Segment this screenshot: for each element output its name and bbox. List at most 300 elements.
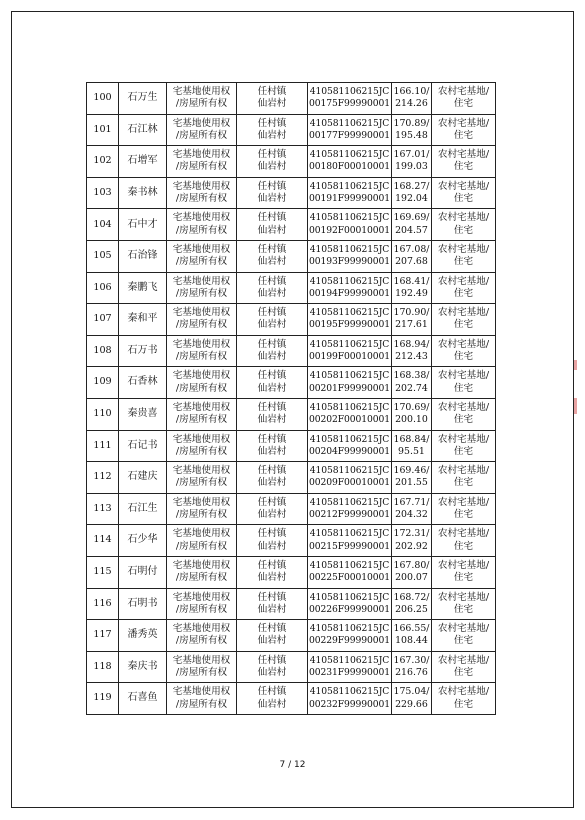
row-number-cell: 112 xyxy=(87,462,119,494)
unit-code-cell-line: 00215F99990001 xyxy=(309,540,390,552)
right-type-cell xyxy=(167,83,237,115)
area-cell-line: 192.49 xyxy=(395,287,428,299)
usage-cell-line: 住宅 xyxy=(453,287,474,299)
right-type-cell-line: 宅基地使用权 xyxy=(172,338,231,350)
usage-cell-line: 农村宅基地/ xyxy=(437,338,490,350)
right-type-cell-line: /房屋所有权 xyxy=(175,98,228,110)
right-type-cell xyxy=(167,462,237,494)
right-type-cell xyxy=(167,272,237,304)
location-cell-line: 仙岩村 xyxy=(257,540,287,552)
area-cell-line: 214.26 xyxy=(395,98,428,110)
unit-code-cell xyxy=(308,272,392,304)
owner-name-cell: 石明付 xyxy=(119,556,167,588)
area-cell-line: 167.71/ xyxy=(393,496,430,508)
unit-code-cell-line: 410581106215JC xyxy=(309,559,390,571)
location-cell xyxy=(237,493,308,525)
unit-code-cell-line: 410581106215JC xyxy=(309,117,390,129)
usage-cell xyxy=(431,83,495,115)
table-row xyxy=(87,620,496,652)
unit-code-cell-line: 00192F00010001 xyxy=(309,224,390,236)
area-cell xyxy=(391,462,431,494)
row-number-cell: 105 xyxy=(87,240,119,272)
location-cell-line: 任村镇 xyxy=(257,149,287,161)
right-type-cell xyxy=(167,651,237,683)
area-cell-line: 199.03 xyxy=(395,161,428,173)
row-number-cell: 109 xyxy=(87,367,119,399)
unit-code-cell xyxy=(308,462,392,494)
unit-code-cell-line: 00202F00010001 xyxy=(309,414,390,426)
usage-cell-line: 农村宅基地/ xyxy=(437,370,490,382)
location-cell-line: 仙岩村 xyxy=(257,603,287,615)
location-cell-line: 任村镇 xyxy=(257,559,287,571)
owner-name-cell: 秦书林 xyxy=(119,177,167,209)
location-cell-line: 仙岩村 xyxy=(257,698,287,710)
table-row xyxy=(87,367,496,399)
usage-cell-line: 农村宅基地/ xyxy=(437,559,490,571)
usage-cell-line: 住宅 xyxy=(453,635,474,647)
right-type-cell-line: /房屋所有权 xyxy=(175,698,228,710)
unit-code-cell xyxy=(308,620,392,652)
area-cell-line: 168.38/ xyxy=(393,370,430,382)
location-cell-line: 仙岩村 xyxy=(257,129,287,141)
row-number-cell: 108 xyxy=(87,335,119,367)
area-cell-line: 204.32 xyxy=(395,509,428,521)
location-cell-line: 仙岩村 xyxy=(257,287,287,299)
table-row xyxy=(87,525,496,557)
unit-code-cell-line: 00204F99990001 xyxy=(309,445,390,457)
right-type-cell xyxy=(167,620,237,652)
row-number-cell: 115 xyxy=(87,556,119,588)
usage-cell xyxy=(431,146,495,178)
unit-code-cell xyxy=(308,146,392,178)
owner-name-cell: 石喜鱼 xyxy=(119,683,167,715)
row-number-cell: 113 xyxy=(87,493,119,525)
usage-cell-line: 农村宅基地/ xyxy=(437,654,490,666)
location-cell-line: 任村镇 xyxy=(257,243,287,255)
location-cell-line: 任村镇 xyxy=(257,654,287,666)
owner-name-cell: 石万生 xyxy=(119,83,167,115)
unit-code-cell xyxy=(308,588,392,620)
right-type-cell-line: /房屋所有权 xyxy=(175,477,228,489)
location-cell-line: 仙岩村 xyxy=(257,351,287,363)
right-type-cell-line: 宅基地使用权 xyxy=(172,528,231,540)
usage-cell-line: 住宅 xyxy=(453,98,474,110)
row-number-cell: 110 xyxy=(87,398,119,430)
area-cell xyxy=(391,556,431,588)
location-cell xyxy=(237,304,308,336)
usage-cell-line: 住宅 xyxy=(453,509,474,521)
unit-code-cell-line: 00226F99990001 xyxy=(309,603,390,615)
unit-code-cell-line: 410581106215JC xyxy=(309,591,390,603)
area-cell xyxy=(391,651,431,683)
unit-code-cell-line: 410581106215JC xyxy=(309,243,390,255)
right-type-cell-line: 宅基地使用权 xyxy=(172,86,231,97)
area-cell-line: 168.72/ xyxy=(393,591,430,603)
right-type-cell xyxy=(167,430,237,462)
unit-code-cell-line: 410581106215JC xyxy=(309,623,390,635)
area-cell-line: 169.46/ xyxy=(393,465,430,477)
area-cell-line: 170.90/ xyxy=(393,307,430,319)
area-cell xyxy=(391,525,431,557)
right-type-cell xyxy=(167,209,237,241)
location-cell-line: 任村镇 xyxy=(257,212,287,224)
area-cell-line: 202.74 xyxy=(395,382,428,394)
owner-name-cell: 秦鹏飞 xyxy=(119,272,167,304)
location-cell xyxy=(237,335,308,367)
unit-code-cell xyxy=(308,651,392,683)
right-type-cell-line: 宅基地使用权 xyxy=(172,180,231,192)
location-cell xyxy=(237,556,308,588)
right-type-cell xyxy=(167,114,237,146)
unit-code-cell-line: 00199F00010001 xyxy=(309,351,390,363)
right-type-cell-line: 宅基地使用权 xyxy=(172,686,231,698)
unit-code-cell-line: 410581106215JC xyxy=(309,338,390,350)
usage-cell xyxy=(431,335,495,367)
right-type-cell xyxy=(167,177,237,209)
table-row xyxy=(87,146,496,178)
table-row xyxy=(87,114,496,146)
owner-name-cell: 秦和平 xyxy=(119,304,167,336)
location-cell xyxy=(237,462,308,494)
area-cell-line: 172.31/ xyxy=(393,528,430,540)
location-cell xyxy=(237,114,308,146)
location-cell xyxy=(237,398,308,430)
right-type-cell xyxy=(167,525,237,557)
area-cell xyxy=(391,588,431,620)
usage-cell-line: 住宅 xyxy=(453,193,474,205)
right-type-cell-line: /房屋所有权 xyxy=(175,603,228,615)
unit-code-cell-line: 410581106215JC xyxy=(309,686,390,698)
location-cell-line: 仙岩村 xyxy=(257,445,287,457)
usage-cell-line: 农村宅基地/ xyxy=(437,307,490,319)
scan-mark xyxy=(574,398,577,414)
area-cell-line: 167.30/ xyxy=(393,654,430,666)
right-type-cell-line: 宅基地使用权 xyxy=(172,559,231,571)
right-type-cell-line: 宅基地使用权 xyxy=(172,591,231,603)
area-cell-line: 168.94/ xyxy=(393,338,430,350)
right-type-cell-line: /房屋所有权 xyxy=(175,256,228,268)
right-type-cell-line: 宅基地使用权 xyxy=(172,117,231,129)
usage-cell-line: 住宅 xyxy=(453,603,474,615)
area-cell xyxy=(391,272,431,304)
area-cell-line: 167.80/ xyxy=(393,559,430,571)
unit-code-cell-line: 00229F99990001 xyxy=(309,635,390,647)
table-body xyxy=(87,83,496,715)
usage-cell-line: 农村宅基地/ xyxy=(437,686,490,698)
usage-cell-line: 住宅 xyxy=(453,414,474,426)
owner-name-cell: 石香林 xyxy=(119,367,167,399)
location-cell xyxy=(237,430,308,462)
right-type-cell-line: 宅基地使用权 xyxy=(172,401,231,413)
area-cell-line: 212.43 xyxy=(395,351,428,363)
unit-code-cell xyxy=(308,114,392,146)
right-type-cell-line: /房屋所有权 xyxy=(175,540,228,552)
location-cell xyxy=(237,146,308,178)
area-cell-line: 168.27/ xyxy=(393,180,430,192)
right-type-cell-line: 宅基地使用权 xyxy=(172,212,231,224)
unit-code-cell xyxy=(308,304,392,336)
unit-code-cell xyxy=(308,398,392,430)
right-type-cell-line: 宅基地使用权 xyxy=(172,465,231,477)
right-type-cell xyxy=(167,493,237,525)
owner-name-cell: 石记书 xyxy=(119,430,167,462)
location-cell xyxy=(237,620,308,652)
unit-code-cell-line: 410581106215JC xyxy=(309,370,390,382)
owner-name-cell: 秦贵喜 xyxy=(119,398,167,430)
right-type-cell-line: /房屋所有权 xyxy=(175,666,228,678)
usage-cell-line: 住宅 xyxy=(453,572,474,584)
area-cell-line: 206.25 xyxy=(395,603,428,615)
location-cell-line: 任村镇 xyxy=(257,528,287,540)
location-cell xyxy=(237,683,308,715)
registry-table xyxy=(86,82,496,715)
table-row xyxy=(87,651,496,683)
location-cell xyxy=(237,588,308,620)
location-cell-line: 仙岩村 xyxy=(257,477,287,489)
usage-cell xyxy=(431,209,495,241)
right-type-cell-line: /房屋所有权 xyxy=(175,509,228,521)
location-cell xyxy=(237,525,308,557)
usage-cell xyxy=(431,525,495,557)
unit-code-cell-line: 410581106215JC xyxy=(309,86,390,97)
unit-code-cell-line: 00232F99990001 xyxy=(309,698,390,710)
location-cell-line: 任村镇 xyxy=(257,496,287,508)
usage-cell-line: 住宅 xyxy=(453,477,474,489)
area-cell xyxy=(391,240,431,272)
right-type-cell-line: 宅基地使用权 xyxy=(172,307,231,319)
right-type-cell xyxy=(167,556,237,588)
unit-code-cell-line: 410581106215JC xyxy=(309,401,390,413)
area-cell xyxy=(391,367,431,399)
usage-cell xyxy=(431,304,495,336)
usage-cell-line: 农村宅基地/ xyxy=(437,180,490,192)
table-row xyxy=(87,209,496,241)
right-type-cell xyxy=(167,146,237,178)
usage-cell xyxy=(431,114,495,146)
usage-cell-line: 农村宅基地/ xyxy=(437,465,490,477)
owner-name-cell: 石明书 xyxy=(119,588,167,620)
location-cell xyxy=(237,272,308,304)
area-cell-line: 168.41/ xyxy=(393,275,430,287)
usage-cell-line: 农村宅基地/ xyxy=(437,243,490,255)
unit-code-cell xyxy=(308,493,392,525)
usage-cell-line: 农村宅基地/ xyxy=(437,117,490,129)
unit-code-cell-line: 00193F99990001 xyxy=(309,256,390,268)
row-number-cell: 100 xyxy=(87,83,119,115)
area-cell xyxy=(391,83,431,115)
usage-cell-line: 住宅 xyxy=(453,666,474,678)
right-type-cell xyxy=(167,398,237,430)
unit-code-cell-line: 00225F00010001 xyxy=(309,572,390,584)
right-type-cell-line: /房屋所有权 xyxy=(175,635,228,647)
location-cell xyxy=(237,367,308,399)
right-type-cell-line: /房屋所有权 xyxy=(175,287,228,299)
unit-code-cell-line: 00201F99990001 xyxy=(309,382,390,394)
location-cell-line: 仙岩村 xyxy=(257,414,287,426)
table-row xyxy=(87,588,496,620)
area-cell-line: 204.57 xyxy=(395,224,428,236)
owner-name-cell: 潘秀英 xyxy=(119,620,167,652)
usage-cell xyxy=(431,177,495,209)
row-number-cell: 111 xyxy=(87,430,119,462)
usage-cell xyxy=(431,620,495,652)
right-type-cell-line: 宅基地使用权 xyxy=(172,275,231,287)
area-cell-line: 167.08/ xyxy=(393,243,430,255)
location-cell-line: 任村镇 xyxy=(257,465,287,477)
usage-cell-line: 农村宅基地/ xyxy=(437,86,490,97)
right-type-cell-line: /房屋所有权 xyxy=(175,161,228,173)
right-type-cell-line: 宅基地使用权 xyxy=(172,654,231,666)
area-cell-line: 200.10 xyxy=(395,414,428,426)
unit-code-cell-line: 410581106215JC xyxy=(309,212,390,224)
location-cell xyxy=(237,83,308,115)
area-cell-line: 217.61 xyxy=(395,319,428,331)
area-cell xyxy=(391,493,431,525)
usage-cell-line: 农村宅基地/ xyxy=(437,433,490,445)
usage-cell-line: 住宅 xyxy=(453,129,474,141)
row-number-cell: 107 xyxy=(87,304,119,336)
unit-code-cell xyxy=(308,177,392,209)
area-cell-line: 175.04/ xyxy=(393,686,430,698)
unit-code-cell xyxy=(308,335,392,367)
table-row xyxy=(87,556,496,588)
right-type-cell-line: 宅基地使用权 xyxy=(172,433,231,445)
owner-name-cell: 石少华 xyxy=(119,525,167,557)
unit-code-cell xyxy=(308,683,392,715)
table-row xyxy=(87,304,496,336)
usage-cell-line: 农村宅基地/ xyxy=(437,591,490,603)
usage-cell xyxy=(431,272,495,304)
usage-cell-line: 住宅 xyxy=(453,540,474,552)
location-cell-line: 任村镇 xyxy=(257,623,287,635)
usage-cell xyxy=(431,556,495,588)
usage-cell xyxy=(431,683,495,715)
location-cell-line: 任村镇 xyxy=(257,686,287,698)
usage-cell-line: 住宅 xyxy=(453,445,474,457)
usage-cell xyxy=(431,367,495,399)
right-type-cell-line: /房屋所有权 xyxy=(175,319,228,331)
right-type-cell-line: /房屋所有权 xyxy=(175,193,228,205)
table-row xyxy=(87,398,496,430)
right-type-cell-line: 宅基地使用权 xyxy=(172,370,231,382)
usage-cell-line: 农村宅基地/ xyxy=(437,401,490,413)
right-type-cell xyxy=(167,588,237,620)
owner-name-cell: 石万书 xyxy=(119,335,167,367)
row-number-cell: 116 xyxy=(87,588,119,620)
location-cell-line: 任村镇 xyxy=(257,180,287,192)
unit-code-cell xyxy=(308,209,392,241)
location-cell-line: 仙岩村 xyxy=(257,572,287,584)
area-cell-line: 167.01/ xyxy=(393,149,430,161)
location-cell-line: 仙岩村 xyxy=(257,224,287,236)
area-cell-line: 170.89/ xyxy=(393,117,430,129)
area-cell-line: 108.44 xyxy=(395,635,428,647)
unit-code-cell xyxy=(308,83,392,115)
area-cell-line: 216.76 xyxy=(395,666,428,678)
area-cell-line: 192.04 xyxy=(395,193,428,205)
right-type-cell-line: /房屋所有权 xyxy=(175,572,228,584)
right-type-cell-line: 宅基地使用权 xyxy=(172,496,231,508)
unit-code-cell-line: 410581106215JC xyxy=(309,275,390,287)
right-type-cell-line: 宅基地使用权 xyxy=(172,623,231,635)
area-cell xyxy=(391,209,431,241)
area-cell-line: 201.55 xyxy=(395,477,428,489)
area-cell-line: 195.48 xyxy=(395,129,428,141)
usage-cell xyxy=(431,651,495,683)
location-cell-line: 仙岩村 xyxy=(257,666,287,678)
location-cell-line: 仙岩村 xyxy=(257,98,287,110)
right-type-cell xyxy=(167,683,237,715)
unit-code-cell-line: 00195F99990001 xyxy=(309,319,390,331)
table-row xyxy=(87,240,496,272)
usage-cell-line: 住宅 xyxy=(453,351,474,363)
usage-cell-line: 住宅 xyxy=(453,256,474,268)
location-cell-line: 仙岩村 xyxy=(257,635,287,647)
usage-cell-line: 农村宅基地/ xyxy=(437,212,490,224)
usage-cell xyxy=(431,430,495,462)
row-number-cell: 104 xyxy=(87,209,119,241)
location-cell-line: 仙岩村 xyxy=(257,193,287,205)
location-cell-line: 任村镇 xyxy=(257,401,287,413)
table-row xyxy=(87,272,496,304)
unit-code-cell-line: 410581106215JC xyxy=(309,149,390,161)
usage-cell xyxy=(431,462,495,494)
usage-cell-line: 住宅 xyxy=(453,161,474,173)
usage-cell-line: 住宅 xyxy=(453,319,474,331)
location-cell xyxy=(237,177,308,209)
usage-cell-line: 农村宅基地/ xyxy=(437,623,490,635)
right-type-cell-line: /房屋所有权 xyxy=(175,224,228,236)
row-number-cell: 102 xyxy=(87,146,119,178)
unit-code-cell-line: 410581106215JC xyxy=(309,654,390,666)
unit-code-cell xyxy=(308,556,392,588)
owner-name-cell: 秦庆书 xyxy=(119,651,167,683)
right-type-cell-line: /房屋所有权 xyxy=(175,445,228,457)
unit-code-cell xyxy=(308,240,392,272)
unit-code-cell-line: 00194F99990001 xyxy=(309,287,390,299)
unit-code-cell xyxy=(308,430,392,462)
area-cell xyxy=(391,146,431,178)
usage-cell-line: 住宅 xyxy=(453,698,474,710)
unit-code-cell-line: 00175F99990001 xyxy=(309,98,390,110)
unit-code-cell-line: 410581106215JC xyxy=(309,307,390,319)
location-cell-line: 任村镇 xyxy=(257,433,287,445)
location-cell-line: 任村镇 xyxy=(257,117,287,129)
table-row xyxy=(87,83,496,115)
table-row xyxy=(87,335,496,367)
area-cell-line: 200.07 xyxy=(395,572,428,584)
usage-cell xyxy=(431,398,495,430)
area-cell-line: 169.69/ xyxy=(393,212,430,224)
unit-code-cell-line: 00209F00010001 xyxy=(309,477,390,489)
owner-name-cell: 石增军 xyxy=(119,146,167,178)
usage-cell xyxy=(431,240,495,272)
area-cell xyxy=(391,114,431,146)
table-row xyxy=(87,493,496,525)
area-cell xyxy=(391,620,431,652)
scan-mark xyxy=(574,360,577,370)
location-cell-line: 任村镇 xyxy=(257,307,287,319)
location-cell xyxy=(237,209,308,241)
area-cell-line: 229.66 xyxy=(395,698,428,710)
unit-code-cell-line: 410581106215JC xyxy=(309,433,390,445)
usage-cell-line: 农村宅基地/ xyxy=(437,275,490,287)
location-cell-line: 任村镇 xyxy=(257,275,287,287)
location-cell-line: 任村镇 xyxy=(257,370,287,382)
owner-name-cell: 石中才 xyxy=(119,209,167,241)
right-type-cell-line: 宅基地使用权 xyxy=(172,149,231,161)
usage-cell-line: 农村宅基地/ xyxy=(437,496,490,508)
